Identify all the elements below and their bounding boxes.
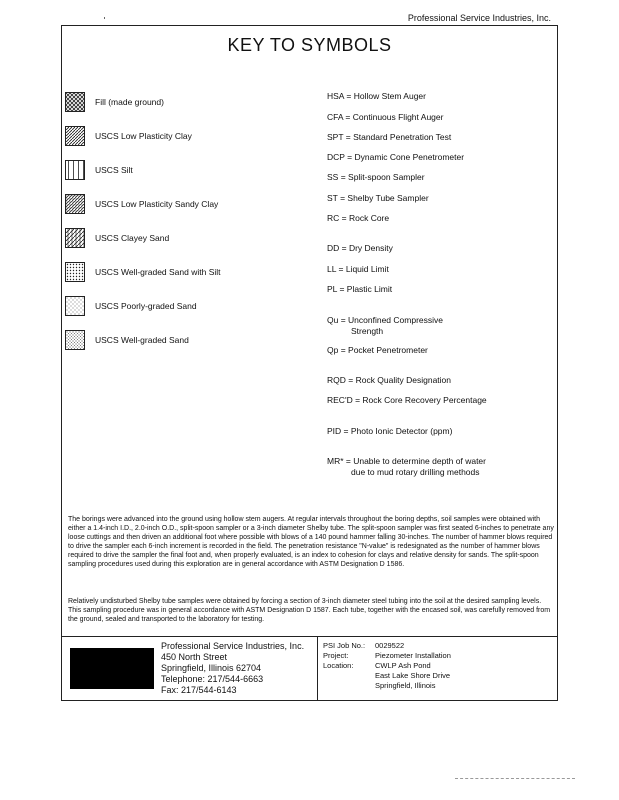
legend-label: Fill (made ground) [95, 97, 164, 107]
location-label: Location: [323, 661, 354, 670]
legend-item-clay [65, 125, 192, 147]
legend-item-poor-sand [65, 295, 197, 317]
legend-label: USCS Poorly-graded Sand [95, 301, 197, 311]
silt-pattern-icon [65, 160, 85, 180]
shelby-tube-paragraph: Relatively undisturbed Shelby tube samples were obtained by forcing a section of 3-inch diameter steel tubing into the soil at the desired sampling levels. This sampling procedure was in general accordance with ASTM Designation D 1587. Each tube, together with the encased soil, was carefully removed from the ground, sealed and transported to the laboratory for testing. [68, 598, 551, 623]
location-row [323, 661, 451, 671]
page-title: KEY TO SYMBOLS [227, 35, 392, 55]
legend-item-silt [65, 159, 133, 181]
location-line-2: East Lake Shore Drive [375, 671, 451, 680]
footer-company: Professional Service Industries, Inc. [161, 641, 305, 651]
fill-pattern-icon [65, 92, 85, 112]
abbr-qu [327, 315, 443, 337]
well-sand-pattern-icon [65, 330, 85, 350]
project-label: Project: [323, 651, 349, 660]
legend-item-clayey-sand [65, 227, 169, 249]
abbr-mr-cont: due to mud rotary drilling methods [351, 467, 480, 477]
location-line-1: CWLP Ash Pond [375, 661, 431, 670]
legend-label: USCS Silt [95, 165, 133, 175]
project-value: Piezometer Installation [375, 651, 451, 660]
clay-pattern-icon [65, 126, 85, 146]
location-row-3 [323, 681, 451, 691]
legend-label: USCS Well-graded Sand with Silt [95, 267, 221, 277]
footer-column-divider [317, 637, 318, 700]
legend-label: USCS Clayey Sand [95, 233, 170, 243]
footer-city: Springfield, Illinois 62704 [161, 663, 262, 673]
abbr-mr [327, 456, 486, 478]
abbr-spt: SPT = Standard Penetration Test [327, 132, 452, 142]
project-row [323, 651, 451, 661]
location-line-3: Springfield, Illinois [375, 681, 436, 690]
clayey-sand-pattern-icon [65, 228, 85, 248]
location-row-2 [323, 671, 451, 681]
poor-sand-pattern-icon [65, 296, 85, 316]
abbr-pid: PID = Photo Ionic Detector (ppm) [327, 426, 453, 436]
scan-edge-mark [455, 778, 575, 779]
legend-item-well-sand [65, 329, 189, 351]
boring-method-paragraph: The borings were advanced into the ground using hollow stem augers. At regular intervals throughout the boring depths, soil samples were obtained with either a 1.4-inch I.D., 2.0-inch O.D., split-spoon sampler or a 3-inch diameter Shelby tube. The split-spoon sampler was first seated 6-inches to penetrate any loose cuttings and then driven an additional foot where possible with blows of a 140 pound hammer falling 30-inches. The number of hammer blows required to drive the sampler each 6-inch increment is recorded in the field. The penetration resistance "N-value" is redesignated as the number of hammer blows required to drive the sampler the final foot and, when properly evaluated, is an index to cohesion for clays and relative density for sands. The split-spoon sampling procedures used during this exploration are in general accordance with ASTM Designation D 1586. [68, 516, 554, 568]
company-logo [70, 648, 154, 689]
abbr-ss: SS = Split-spoon Sampler [327, 172, 425, 182]
well-sand-silt-pattern-icon [65, 262, 85, 282]
legend-label: USCS Well-graded Sand [95, 335, 189, 345]
abbr-pl: PL = Plastic Limit [327, 284, 393, 294]
abbr-qp: Qp = Pocket Penetrometer [327, 345, 428, 355]
header-company: Professional Service Industries, Inc. [407, 13, 551, 23]
legend-item-fill [65, 91, 164, 113]
abbr-ll: LL = Liquid Limit [327, 264, 389, 274]
abbr-qu-cont: Strength [351, 326, 384, 336]
footer-telephone: Telephone: 217/544-6663 [161, 674, 264, 684]
abbr-dcp: DCP = Dynamic Cone Penetrometer [327, 152, 465, 162]
abbr-dd: DD = Dry Density [327, 243, 393, 253]
abbr-mr-text: MR* = Unable to determine depth of water [327, 456, 486, 466]
abbr-qu-text: Qu = Unconfined Compressive [327, 315, 443, 325]
job-label: PSI Job No.: [323, 641, 366, 650]
abbr-recd: REC'D = Rock Core Recovery Percentage [327, 395, 487, 405]
scan-mark [104, 17, 105, 19]
legend-label: USCS Low Plasticity Sandy Clay [95, 199, 219, 209]
footer-fax: Fax: 217/544-6143 [161, 685, 237, 695]
abbr-rqd: RQD = Rock Quality Designation [327, 375, 452, 385]
footer-divider-line [61, 636, 558, 637]
abbr-rc: RC = Rock Core [327, 213, 390, 223]
abbr-st: ST = Shelby Tube Sampler [327, 193, 429, 203]
legend-item-sandy-clay [65, 193, 218, 215]
project-info [323, 641, 451, 691]
footer-street: 450 North Street [161, 652, 228, 662]
sandy-clay-pattern-icon [65, 194, 85, 214]
job-value: 0029522 [375, 641, 405, 650]
legend-label: USCS Low Plasticity Clay [95, 131, 192, 141]
legend-item-well-sand-silt [65, 261, 221, 283]
abbr-hsa: HSA = Hollow Stem Auger [327, 91, 426, 101]
company-address [161, 641, 304, 696]
job-row [323, 641, 451, 651]
abbr-cfa: CFA = Continuous Flight Auger [327, 112, 444, 122]
